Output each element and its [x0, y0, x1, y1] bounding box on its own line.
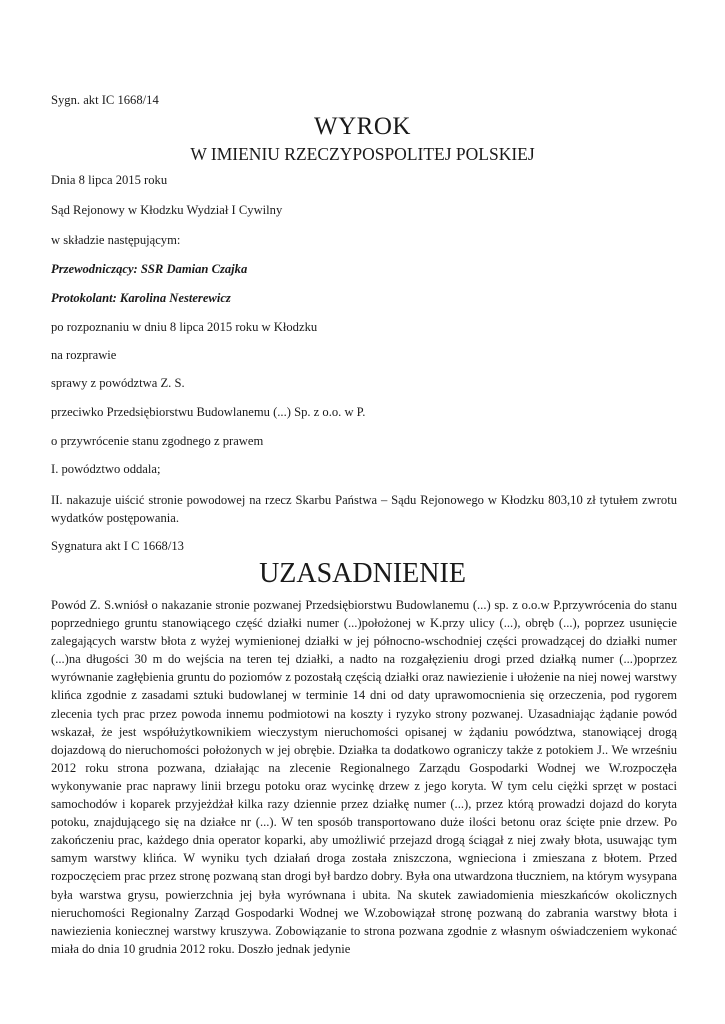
justification-signature: Sygnatura akt I C 1668/13 — [51, 539, 184, 553]
court-name: Sąd Rejonowy w Kłodzku Wydział I Cywilny — [51, 203, 283, 217]
presiding-judge: Przewodniczący: SSR Damian Czajka — [51, 262, 248, 276]
hearing-info: po rozpoznaniu w dniu 8 lipca 2015 roku w Kłodzku — [51, 320, 318, 334]
composition-label: w składzie następującym: — [51, 233, 181, 247]
case-subject: o przywrócenie stanu zgodnego z prawem — [51, 434, 264, 448]
justification-body: Powód Z. S.wniósł o nakazanie stronie pozwanej Przedsiębiorstwu Budowlanemu (...) sp. z o.o.w P.przywrócenia do stanu poprzedniego gruntu stanowiącego część działki numer (...)położonej w K.przy ulicy (...), obręb (...), poprzez usunięcie zalegających warstw błota z wyżej wymienionej działki w jej północno-wschodniej części prowadzącej do działki numer (...)na długości 30 m do wejścia na teren tej działki, a nadto na rozgałęzieniu drogi przed działką numer (...)poprzez wyrównanie zagłębienia gruntu do poziomów z pozostałą częścią działki oraz nawiezienie i ułożenie na niej nowej warstwy klińca zgodnie z zasadami sztuki budowlanej w terminie 14 dni od daty uprawomocnienia się orzeczenia, pod rygorem zlecenia tych prac przez powoda innemu podmiotowi na koszty i ryzyko strony pozwanej. Uzasadniając żądanie powód wskazał, że jest współużytkownikiem wieczystym nieruchomości opisanej w żądaniu powództwa, stanowiącej drogą dojazdową do nieruchomości położonych w jej obrębie. Działka ta dodatkowo ograniczy także z potokiem J.. We wrześniu 2012 roku strona pozwana, działając na zlecenie Regionalnego Zarządu Gospodarki Wodnej we W.rozpoczęła wykonywanie prac naprawy linii brzegu potoku oraz wycinkę drzew z jego koryta. W tym celu ciężki sprzęt w postaci samochodów i koparek przyjeżdżał kilka razy dziennie przez działkę numer (...), przez którą prowadzi dojazd do koryta potoku, znajdującego się na działce nr (...). W ten sposób transportowano duże ilości betonu oraz ścięte pnie drzew. Po zakończeniu prac, każdego dnia operator koparki, aby umożliwić przejazd drogą ściągał z niej zwały błota, usuwając tym samym warstwy klińca. W wyniku tych działań droga została zniszczona, wgnieciona i zmieszana z błotem. Przed rozpoczęciem prac przez stronę pozwaną stan drogi był bardzo dobry. Była ona utwardzona tłuczniem, na którym wysypana była warstwa grysu, powierzchnia jej była wyrównana i ubita. Na skutek zawiadomienia mieszkańców okolicznych nieruchomości Regionalny Zarząd Gospodarki Wodnej we W.zobowiązał stronę pozwaną do zabrania warstwy błota i nawiezienia koniecznej warstwy kruszywa. Zobowiązanie to strona pozwana zgodnie z własnym oświadczeniem wykonać miała do dnia 10 grudnia 2012 roku. Doszło jednak jedynie — [51, 598, 677, 956]
case-parties: sprawy z powództwa Z. S. — [51, 376, 185, 390]
verdict-date: Dnia 8 lipca 2015 roku — [51, 173, 168, 187]
justification-title: UZASADNIENIE — [259, 558, 466, 589]
verdict-point-1: I. powództwo oddala; — [51, 462, 161, 476]
trial-label: na rozprawie — [51, 348, 117, 362]
case-signature: Sygn. akt IC 1668/14 — [51, 93, 159, 107]
court-clerk: Protokolant: Karolina Nesterewicz — [51, 291, 231, 305]
verdict-point-2: II. nakazuje uiścić stronie powodowej na rzecz Skarbu Państwa – Sądu Rejonowego w Kłodzku 803,10 zł tytułem zwrotu wydatków postępowania. — [51, 493, 677, 526]
verdict-title: WYROK — [314, 113, 411, 140]
verdict-subtitle: W IMIENIU RZECZYPOSPOLITEJ POLSKIEJ — [190, 144, 535, 164]
defendant: przeciwko Przedsiębiorstwu Budowlanemu (...) Sp. z o.o. w P. — [51, 405, 366, 419]
